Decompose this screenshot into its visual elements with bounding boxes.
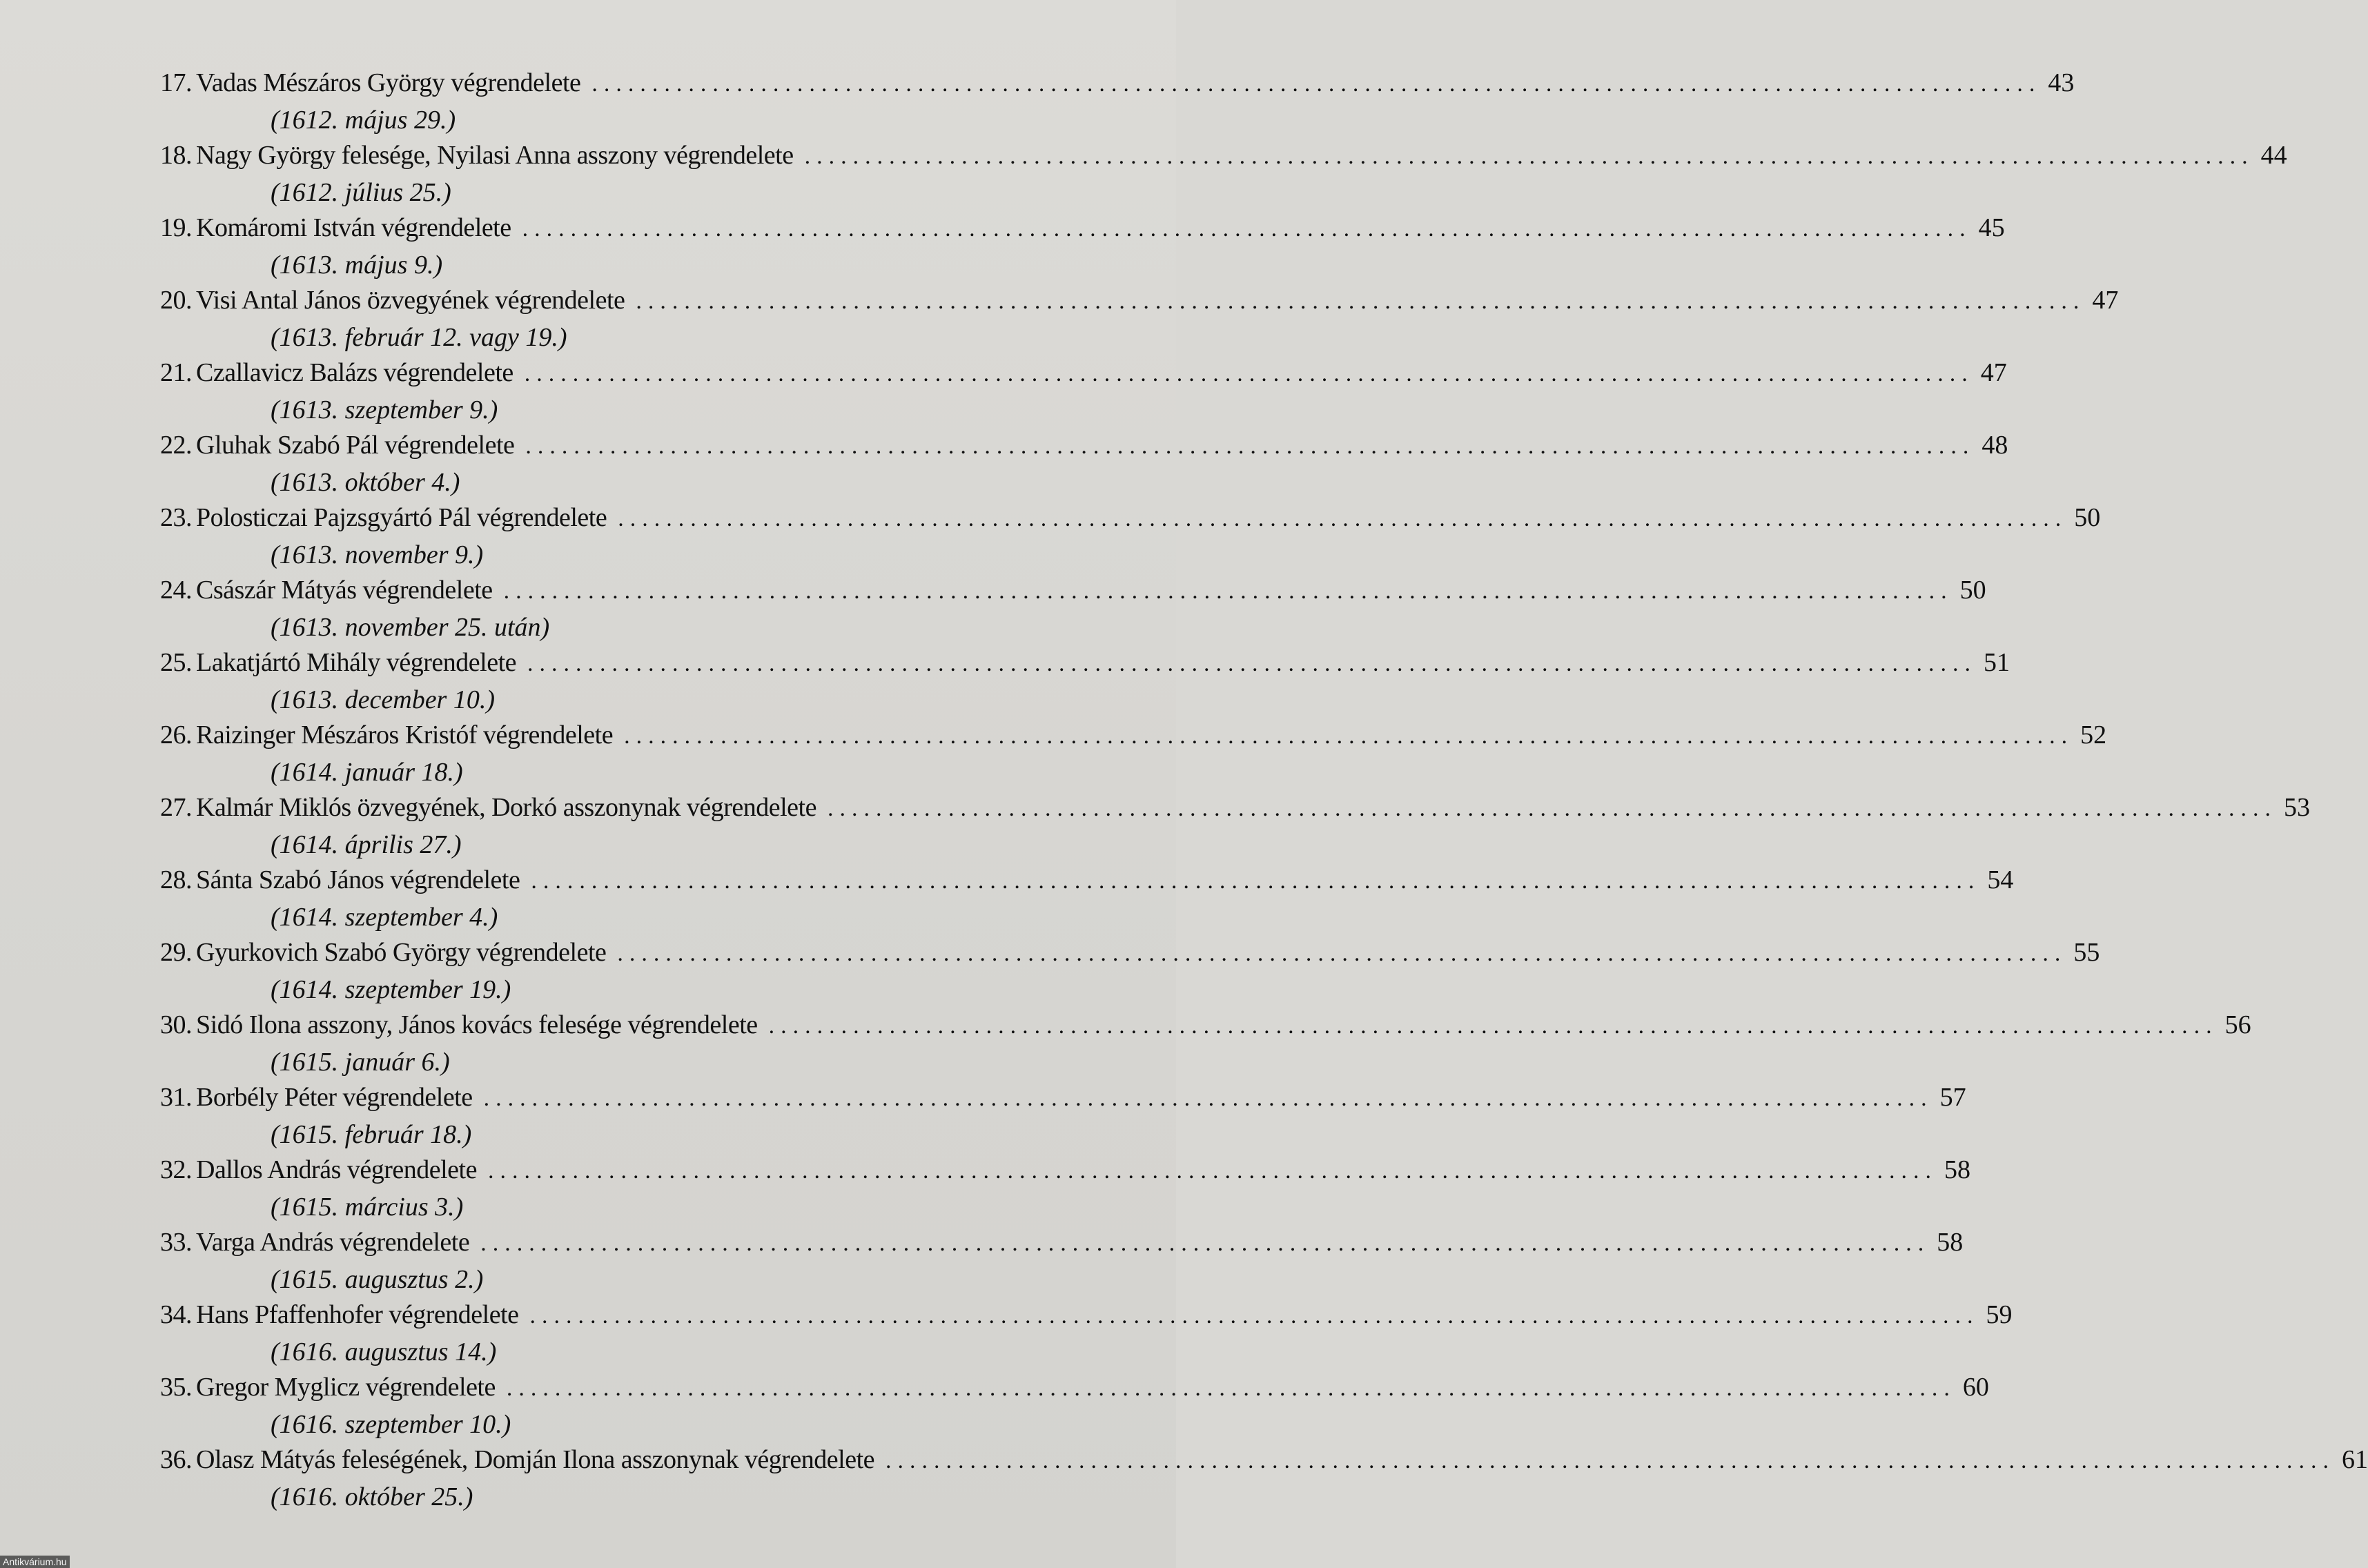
toc-entry [160, 285, 2119, 357]
entry-number: 25. [160, 648, 192, 677]
entry-page-number: 61 [2342, 1445, 2368, 1474]
toc-entry [160, 1444, 2368, 1517]
entry-page-number: 48 [1982, 431, 2008, 460]
dot-leader: ........................................................................................................................ [885, 1448, 2335, 1473]
toc-entry [160, 140, 2287, 213]
entry-date: (1614. szeptember 4.) [271, 903, 498, 932]
entry-page-number: 56 [2224, 1010, 2251, 1039]
toc-entry-line [160, 937, 2100, 973]
entry-date: (1615. február 18.) [271, 1120, 472, 1149]
toc-entry-line [160, 502, 2101, 538]
dot-leader: ........................................................................................................................ [524, 361, 1974, 386]
dot-leader: ........................................................................................................................ [525, 433, 1975, 459]
toc-entry-line [160, 68, 2075, 104]
entry-page-number: 51 [1984, 648, 2010, 677]
toc-entry [160, 430, 2008, 502]
entry-date: (1612. május 29.) [271, 106, 456, 135]
entry-number: 26. [160, 721, 192, 749]
dot-leader: ........................................................................................................................ [522, 216, 1972, 242]
entry-page-number: 54 [1987, 865, 2014, 894]
entry-number: 19. [160, 213, 192, 242]
dot-leader: ........................................................................................................................ [827, 796, 2277, 821]
entry-number: 36. [160, 1445, 192, 1474]
entry-date: (1615. augusztus 2.) [271, 1265, 484, 1294]
dot-leader: ........................................................................................................................ [503, 578, 1953, 604]
toc-entry-line [160, 1444, 2368, 1480]
toc-entry-line [160, 357, 2007, 393]
entry-title: Komáromi István végrendelete [196, 213, 511, 242]
entry-title: Raizinger Mészáros Kristóf végrendelete [196, 721, 614, 749]
entry-title: Sidó Ilona asszony, János kovács felesége végrendelete [196, 1010, 758, 1039]
entry-title: Gluhak Szabó Pál végrendelete [196, 431, 515, 460]
dot-leader: ........................................................................................................................ [531, 868, 1981, 894]
entry-date: (1615. március 3.) [271, 1193, 464, 1222]
entry-page-number: 53 [2283, 793, 2310, 822]
toc-entry-line [160, 720, 2107, 756]
toc-entry-line [160, 575, 1986, 611]
toc-entry [160, 792, 2310, 865]
entry-title: Vadas Mészáros György végrendelete [196, 68, 581, 97]
toc-entry-line [160, 140, 2287, 176]
entry-page-number: 57 [1939, 1083, 1966, 1112]
dot-leader: ........................................................................................................................ [804, 144, 2254, 169]
entry-date: (1615. január 6.) [271, 1048, 450, 1077]
entry-page-number: 52 [2080, 721, 2107, 749]
entry-title: Borbély Péter végrendelete [196, 1083, 473, 1112]
entry-number: 21. [160, 358, 192, 387]
toc-entry-line [160, 1300, 2013, 1335]
toc-entry [160, 68, 2075, 140]
entry-number: 17. [160, 68, 192, 97]
entry-date: (1613. december 10.) [271, 685, 496, 714]
toc-entry [160, 1227, 1964, 1300]
dot-leader: ........................................................................................................................ [483, 1086, 1933, 1111]
toc-entry-line [160, 1082, 1966, 1118]
entry-number: 18. [160, 141, 192, 170]
toc-entry [160, 720, 2107, 792]
entry-number: 30. [160, 1010, 192, 1039]
entry-page-number: 59 [1986, 1300, 2013, 1329]
entry-page-number: 47 [2092, 286, 2119, 315]
entry-title: Gyurkovich Szabó György végrendelete [196, 938, 607, 967]
entry-page-number: 43 [2048, 68, 2075, 97]
dot-leader: ........................................................................................................................ [768, 1013, 2218, 1039]
entry-title: Kalmár Miklós özvegyének, Dorkó asszonynak végrendelete [196, 793, 816, 822]
entry-number: 31. [160, 1083, 192, 1112]
entry-title: Hans Pfaffenhofer végrendelete [196, 1300, 519, 1329]
entry-date: (1616. október 25.) [271, 1482, 473, 1511]
entry-number: 34. [160, 1300, 192, 1329]
entry-number: 33. [160, 1228, 192, 1257]
dot-leader: ........................................................................................................................ [591, 71, 2042, 97]
toc-entry [160, 647, 2010, 720]
entry-page-number: 60 [1962, 1373, 1989, 1402]
entry-date: (1613. február 12. vagy 19.) [271, 323, 567, 352]
entry-page-number: 50 [1959, 576, 1986, 605]
entry-number: 23. [160, 503, 192, 532]
entry-number: 22. [160, 431, 192, 460]
entry-number: 29. [160, 938, 192, 967]
entry-date: (1614. szeptember 19.) [271, 975, 511, 1004]
entry-title: Gregor Myglicz végrendelete [196, 1373, 496, 1402]
entry-page-number: 44 [2260, 141, 2287, 170]
watermark: Antikvárium.hu [0, 1556, 70, 1568]
entry-date: (1613. november 9.) [271, 540, 484, 569]
entry-date: (1613. október 4.) [271, 468, 460, 497]
entry-page-number: 58 [1944, 1155, 1970, 1184]
entry-number: 32. [160, 1155, 192, 1184]
entry-date: (1613. május 9.) [271, 251, 443, 280]
toc-entry [160, 1372, 1989, 1444]
entry-title: Visi Antal János özvegyének végrendelete [196, 286, 625, 315]
toc-entry-line [160, 865, 2014, 901]
entry-title: Sánta Szabó János végrendelete [196, 865, 520, 894]
toc-entry-line [160, 1155, 1970, 1190]
toc-entry [160, 1300, 2013, 1372]
entry-page-number: 45 [1978, 213, 2005, 242]
dot-leader: ........................................................................................................................ [527, 651, 1977, 676]
entry-date: (1613. november 25. után) [271, 613, 550, 642]
toc-entry [160, 357, 2007, 430]
entry-number: 28. [160, 865, 192, 894]
entry-page-number: 50 [2074, 503, 2101, 532]
toc-entry [160, 1082, 1966, 1155]
entry-date: (1613. szeptember 9.) [271, 395, 498, 424]
toc-entry-line [160, 1227, 1964, 1263]
entry-date: (1614. április 27.) [271, 830, 462, 859]
toc-entry [160, 865, 2014, 937]
dot-leader: ........................................................................................................................ [506, 1375, 1956, 1401]
toc-entry-line [160, 647, 2010, 683]
entry-number: 35. [160, 1373, 192, 1402]
dot-leader: ........................................................................................................................ [480, 1231, 1930, 1256]
entry-title: Varga András végrendelete [196, 1228, 470, 1257]
entry-title: Olasz Mátyás feleségének, Domján Ilona asszonynak végrendelete [196, 1445, 874, 1474]
toc-entry [160, 575, 1986, 647]
toc-entry-line [160, 1372, 1989, 1408]
entry-title: Polosticzai Pajzsgyártó Pál végrendelete [196, 503, 607, 532]
dot-leader: ........................................................................................................................ [636, 288, 2086, 314]
toc-entry-line [160, 1010, 2251, 1046]
toc-entry [160, 1155, 1970, 1227]
entry-number: 20. [160, 286, 192, 315]
entry-date: (1616. augusztus 14.) [271, 1337, 497, 1366]
toc-entry-line [160, 430, 2008, 466]
dot-leader: ........................................................................................................................ [487, 1158, 1937, 1184]
entry-date: (1612. július 25.) [271, 178, 451, 207]
dot-leader: ........................................................................................................................ [624, 723, 2074, 749]
toc-entry [160, 213, 2005, 285]
dot-leader: ........................................................................................................................ [617, 941, 2067, 966]
dot-leader: ........................................................................................................................ [529, 1303, 1979, 1329]
toc-entry [160, 937, 2100, 1010]
toc-entry-line [160, 213, 2005, 248]
dot-leader: ........................................................................................................................ [618, 506, 2068, 531]
entry-title: Dallos András végrendelete [196, 1155, 477, 1184]
entry-title: Császár Mátyás végrendelete [196, 576, 493, 605]
toc-entry [160, 502, 2101, 575]
entry-date: (1614. január 18.) [271, 758, 463, 787]
toc-entry-line [160, 285, 2119, 321]
entry-title: Lakatjártó Mihály végrendelete [196, 648, 517, 677]
entry-page-number: 58 [1937, 1228, 1964, 1257]
entry-page-number: 55 [2073, 938, 2100, 967]
entry-date: (1616. szeptember 10.) [271, 1410, 511, 1439]
entry-page-number: 47 [1980, 358, 2007, 387]
toc-entry-line [160, 792, 2310, 828]
entry-title: Nagy György felesége, Nyilasi Anna asszony végrendelete [196, 141, 794, 170]
toc-entry [160, 1010, 2251, 1082]
entry-number: 27. [160, 793, 192, 822]
entry-number: 24. [160, 576, 192, 605]
table-of-contents [160, 68, 2368, 1517]
entry-title: Czallavicz Balázs végrendelete [196, 358, 513, 387]
